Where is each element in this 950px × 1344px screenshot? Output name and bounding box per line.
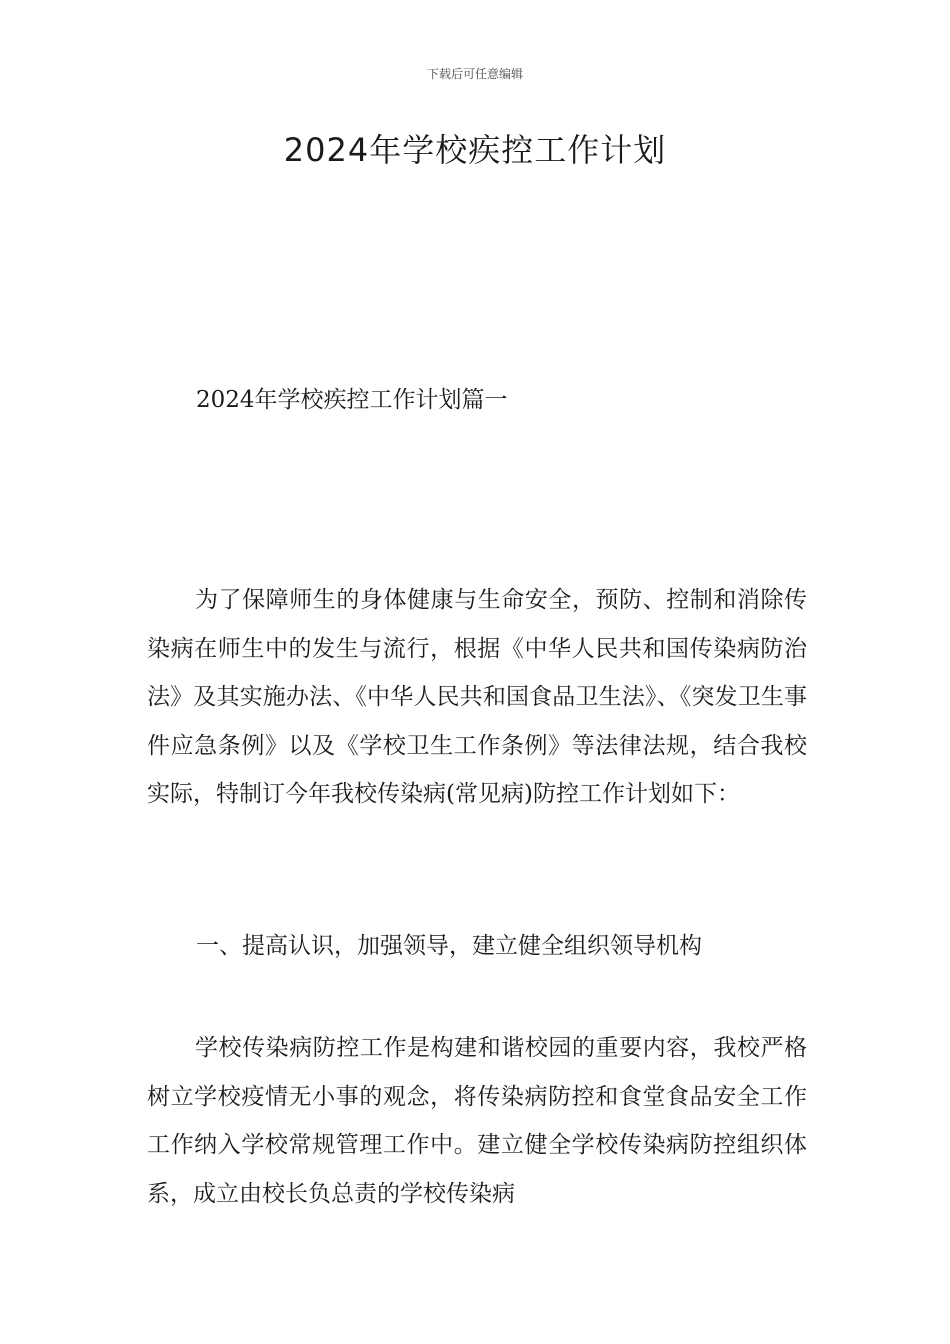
section-1-paragraph: 学校传染病防控工作是构建和谐校园的重要内容，我校严格树立学校疫情无小事的观念，将传染病防控和食堂食品安全工作工作纳入学校常规管理工作中。建立健全学校传染病防控组织体系，成立由校长负总责的学校传染病 [147,1035,807,1207]
document-title: 2024年学校疾控工作计划 [283,131,667,169]
section-heading-1: 一、提高认识，加强领导，建立健全组织领导机构 [196,933,702,959]
page-header-note: 下载后可任意编辑 [426,67,523,81]
intro-paragraph: 为了保障师生的身体健康与生命安全，预防、控制和消除传染病在师生中的发生与流行，根据《中华人民共和国传染病防治法》及其实施办法、《中华人民共和国食品卫生法》、《突发卫生事件应急条例》以及《学校卫生工作条例》等法律法规，结合我校实际，特制订今年我校传染病(常见病)防控工作计划如下： [147,587,807,807]
document-subheading: 2024年学校疾控工作计划篇一 [196,387,508,413]
